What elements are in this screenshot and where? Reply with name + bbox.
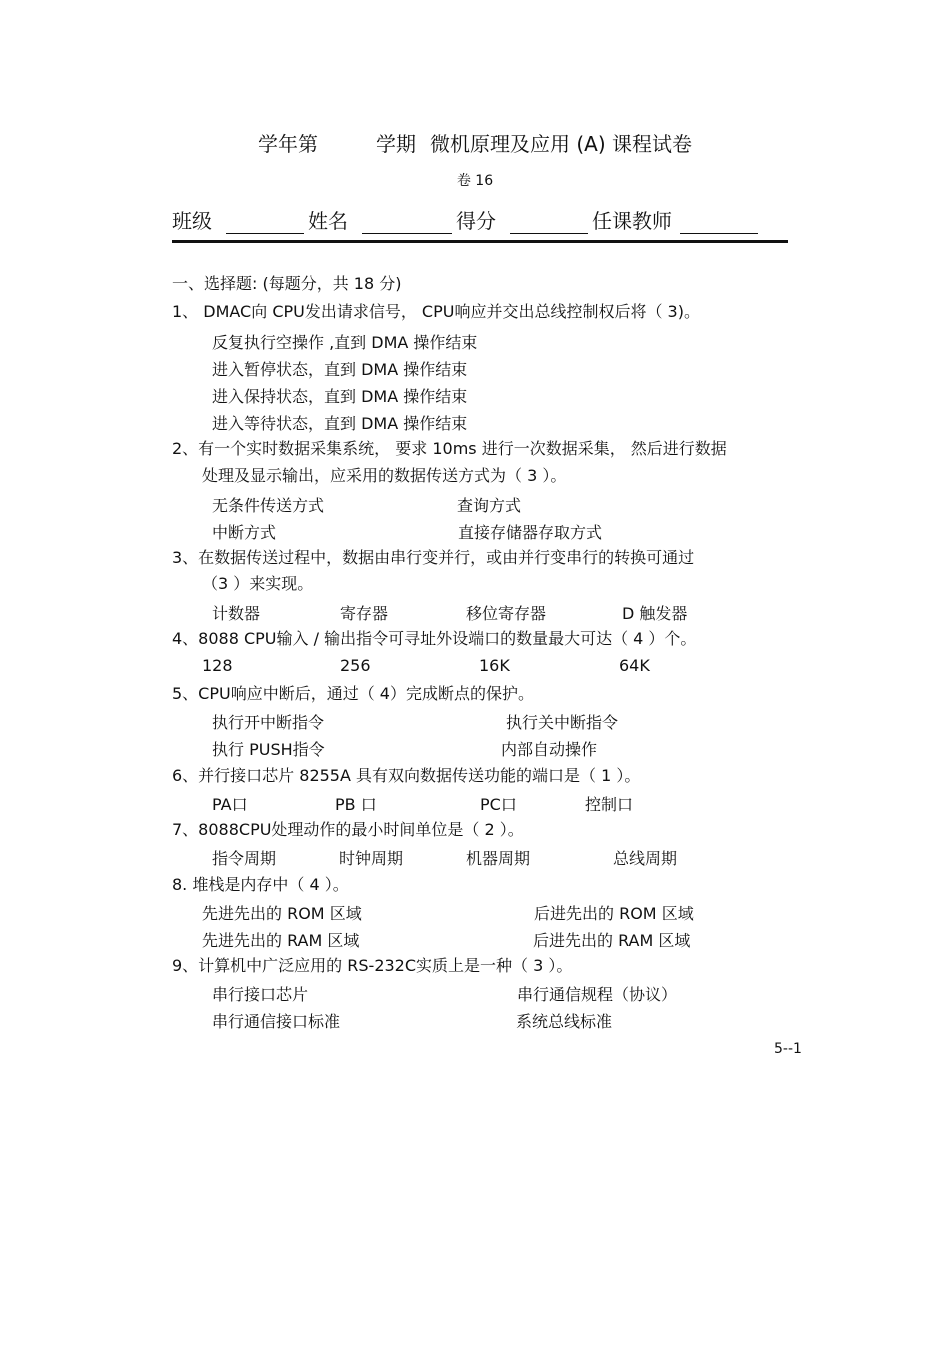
question-1: 1、 DMAC向 CPU发出请求信号， CPU响应并交出总线控制权后将（ 3)。 (172, 302, 700, 321)
q5-option-d[interactable]: 内部自动操作 (501, 740, 598, 759)
question-2-line-2: 处理及显示输出，应采用的数据传送方式为（ 3 ）。 (202, 466, 567, 485)
q6-option-b[interactable]: PB 口 (335, 795, 377, 814)
title-part-3: 微机原理及应用 (A) 课程试卷 (429, 132, 692, 156)
score-field[interactable] (510, 215, 588, 234)
q8-option-d[interactable]: 后进先出的 RAM 区域 (533, 931, 691, 950)
question-3-line-2: （3 ）来实现。 (202, 574, 314, 593)
section-heading: 一、选择题: (每题分，共 18 分) (172, 274, 402, 293)
q4-option-d[interactable]: 64K (619, 656, 650, 675)
volume-label: 卷 16 (456, 173, 494, 189)
name-field[interactable] (362, 215, 452, 234)
q3-option-a[interactable]: 计数器 (212, 604, 261, 623)
q6-option-d[interactable]: 控制口 (585, 795, 634, 814)
page-number: 5--1 (774, 1041, 802, 1057)
question-3-line-1: 3、在数据传送过程中，数据由串行变并行，或由并行变串行的转换可通过 (172, 548, 695, 567)
q9-option-d[interactable]: 系统总线标准 (516, 1012, 613, 1031)
page-title (0, 128, 950, 157)
q5-option-c[interactable]: 执行 PUSH指令 (212, 740, 325, 759)
question-4: 4、8088 CPU输入 / 输出指令可寻址外设端口的数量最大可达（ 4 ）个。 (172, 629, 697, 648)
title-part-2: 学期 (375, 132, 416, 156)
q1-option-b[interactable]: 进入暂停状态，直到 DMA 操作结束 (212, 360, 468, 379)
q5-option-a[interactable]: 执行开中断指令 (212, 713, 325, 732)
q3-option-b[interactable]: 寄存器 (340, 604, 389, 623)
teacher-field[interactable] (680, 215, 758, 234)
student-info-row (172, 205, 762, 234)
q8-option-c[interactable]: 先进先出的 RAM 区域 (202, 931, 360, 950)
q5-option-b[interactable]: 执行关中断指令 (506, 713, 619, 732)
q4-option-a[interactable]: 128 (202, 656, 233, 675)
question-7: 7、8088CPU处理动作的最小时间单位是（ 2 ）。 (172, 820, 524, 839)
q1-option-d[interactable]: 进入等待状态，直到 DMA 操作结束 (212, 414, 468, 433)
question-2-line-1: 2、有一个实时数据采集系统， 要求 10ms 进行一次数据采集， 然后进行数据 (172, 439, 727, 458)
class-field[interactable] (226, 215, 304, 234)
q1-option-a[interactable]: 反复执行空操作 ,直到 DMA 操作结束 (212, 333, 478, 352)
q4-option-c[interactable]: 16K (479, 656, 510, 675)
score-label: 得分 (456, 209, 496, 233)
q6-option-a[interactable]: PA口 (212, 795, 248, 814)
name-label: 姓名 (308, 209, 348, 233)
q2-option-d[interactable]: 直接存储器存取方式 (458, 523, 603, 542)
q2-option-b[interactable]: 查询方式 (457, 496, 522, 515)
q6-option-c[interactable]: PC口 (480, 795, 517, 814)
q7-option-b[interactable]: 时钟周期 (339, 849, 404, 868)
title-part-1: 学年第 (257, 132, 318, 156)
header-divider (172, 240, 788, 243)
q3-option-c[interactable]: 移位寄存器 (466, 604, 547, 623)
q7-option-c[interactable]: 机器周期 (466, 849, 531, 868)
question-9: 9、计算机中广泛应用的 RS-232C实质上是一种（ 3 ）。 (172, 956, 573, 975)
q3-option-d[interactable]: D 触发器 (622, 604, 688, 623)
q2-option-c[interactable]: 中断方式 (212, 523, 277, 542)
question-8: 8. 堆栈是内存中（ 4 ）。 (172, 875, 349, 894)
q7-option-d[interactable]: 总线周期 (613, 849, 678, 868)
q1-option-c[interactable]: 进入保持状态，直到 DMA 操作结束 (212, 387, 468, 406)
teacher-label: 任课教师 (592, 209, 672, 233)
q9-option-c[interactable]: 串行通信接口标准 (212, 1012, 341, 1031)
q9-option-a[interactable]: 串行接口芯片 (212, 985, 309, 1004)
question-6: 6、并行接口芯片 8255A 具有双向数据传送功能的端口是（ 1 ）。 (172, 766, 641, 785)
q2-option-a[interactable]: 无条件传送方式 (212, 496, 325, 515)
q4-option-b[interactable]: 256 (340, 656, 371, 675)
q8-option-b[interactable]: 后进先出的 ROM 区域 (534, 904, 694, 923)
question-5: 5、CPU响应中断后，通过（ 4）完成断点的保护。 (172, 684, 534, 703)
q7-option-a[interactable]: 指令周期 (212, 849, 277, 868)
class-label: 班级 (172, 209, 212, 233)
q8-option-a[interactable]: 先进先出的 ROM 区域 (202, 904, 362, 923)
q9-option-b[interactable]: 串行通信规程（协议） (517, 985, 678, 1004)
